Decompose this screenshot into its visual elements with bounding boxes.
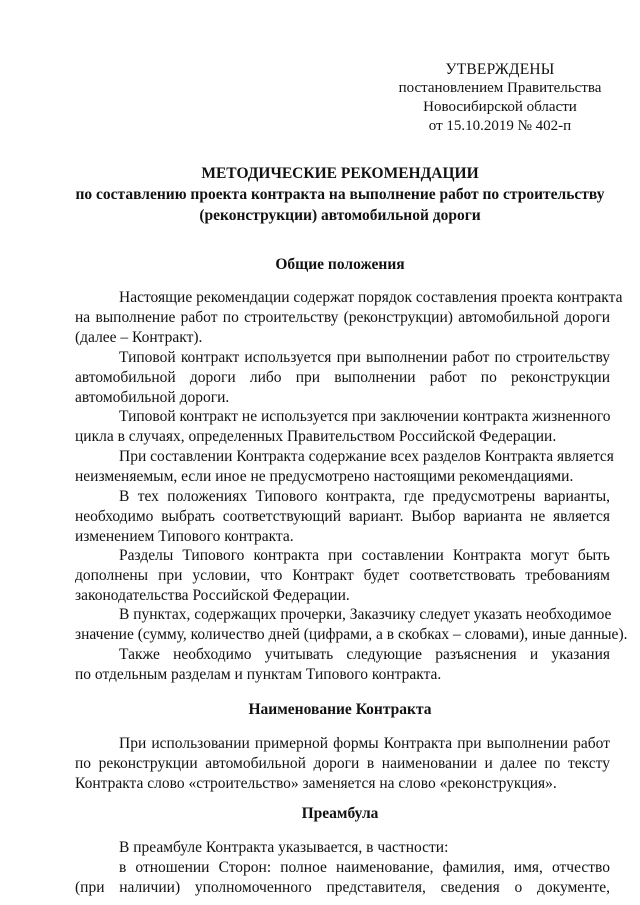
paragraph: Типовой контракт не используется при заключении контракта жизненного цикла в случаях, определенных Правительством Российской Федерации. xyxy=(75,408,611,445)
paragraph: в отношении Сторон: полное наименование, фамилия, имя, отчество (при наличии) уполномоченного представителя, сведения о документе, xyxy=(75,859,610,896)
approval-line: Новосибирской области xyxy=(423,99,577,115)
title-line: (реконструкции) автомобильной дороги xyxy=(199,207,481,224)
paragraph: В пунктах, содержащих прочерки, Заказчику следует указать необходимое значение (сумму, количество дней (цифрами, а в скобках – словами), иные данные). xyxy=(75,606,628,643)
paragraph: Также необходимо учитывать следующие разъяснения и указания по отдельным разделам и пунктам Типового контракта. xyxy=(75,646,610,683)
section-heading-general: Общие положения xyxy=(275,256,405,273)
paragraph: Настоящие рекомендации содержат порядок составления проекта контракта на выполнение работ по строительству (реконструкции) автомобильной дороги (далее – Контракт). xyxy=(75,289,623,346)
paragraph: В тех положениях Типового контракта, где предусмотрены варианты, необходимо выбрать соответствующий вариант. Выбор варианта не является изменением Типового контракта. xyxy=(75,488,610,545)
approval-line: постановлением Правительства xyxy=(398,80,602,96)
approval-heading: УТВЕРЖДЕНЫ xyxy=(445,61,555,78)
approval-date-number: от 15.10.2019 № 402-п xyxy=(428,118,572,134)
title-line: по составлению проекта контракта на выполнение работ по строительству xyxy=(75,186,605,203)
paragraph: Разделы Типового контракта при составлении Контракта могут быть дополнены при условии, что Контракт будет соответствовать требованиям законодательства Российской Федерации. xyxy=(75,547,610,604)
title-line: МЕТОДИЧЕСКИЕ РЕКОМЕНДАЦИИ xyxy=(201,165,479,182)
section-heading-preamble: Преамбула xyxy=(301,805,379,822)
paragraph: Типовой контракт используется при выполнении работ по строительству автомобильной дороги либо при выполнении работ по реконструкции автомобильной дороги. xyxy=(75,349,610,406)
paragraph: В преамбуле Контракта указывается, в частности: xyxy=(119,839,449,856)
section-heading-contract-name: Наименование Контракта xyxy=(248,701,432,718)
approval-stamp xyxy=(390,60,610,136)
document-title xyxy=(70,163,610,226)
paragraph: При составлении Контракта содержание всех разделов Контракта является неизменяемым, если иное не предусмотрено настоящими рекомендациями. xyxy=(75,448,614,485)
paragraph: При использовании примерной формы Контракта при выполнении работ по реконструкции автомобильной дороги в наименовании и далее по тексту Контракта слово «строительство» заменяется на слово «реконструкция». xyxy=(75,735,610,792)
